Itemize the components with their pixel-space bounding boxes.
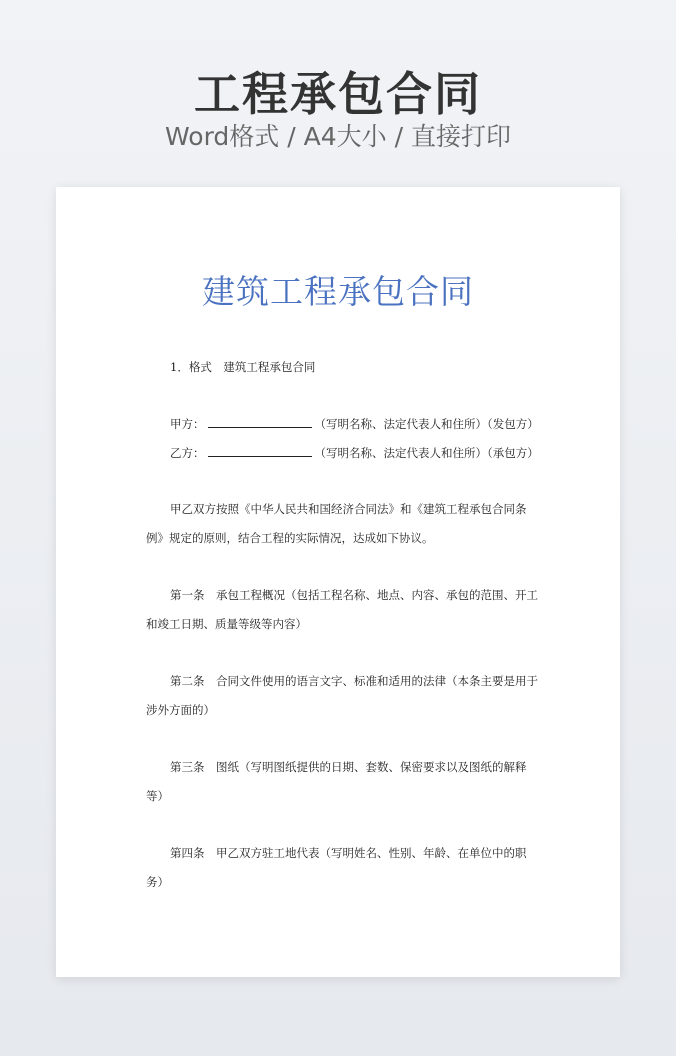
document-title: 建筑工程承包合同: [202, 272, 474, 311]
intro-line-2: 例》规定的原则，结合工程的实际情况，达成如下协议。: [146, 531, 434, 545]
article-3-line-2: 等）: [146, 789, 169, 803]
party-b-hint: （写明名称、法定代表人和住所）（承包方）: [314, 446, 539, 460]
party-a-hint: （写明名称、法定代表人和住所）（发包方）: [314, 417, 539, 431]
party-b-label: 乙方：: [170, 446, 205, 460]
party-a-line: [170, 415, 539, 432]
article-4-line-1: 第四条 甲乙双方驻工地代表（写明姓名、性别、年龄、在单位中的职: [170, 846, 527, 860]
party-b-blank: [208, 444, 312, 457]
banner-subtitle: Word格式 / A4大小 / 直接打印: [165, 122, 511, 151]
article-3-line-1: 第三条 图纸（写明图纸提供的日期、套数、保密要求以及图纸的解释: [170, 760, 527, 774]
article-2-line-2: 涉外方面的）: [146, 703, 215, 717]
format-line: 1．格式 建筑工程承包合同: [170, 360, 316, 374]
article-1-line-2: 和竣工日期、质量等级等内容）: [146, 617, 307, 631]
article-2-line-1: 第二条 合同文件使用的语言文字、标准和适用的法律（本条主要是用于: [170, 674, 538, 688]
party-b-line: [170, 444, 539, 461]
banner-title: 工程承包合同: [194, 67, 482, 121]
party-a-blank: [208, 415, 312, 428]
article-1-line-1: 第一条 承包工程概况（包括工程名称、地点、内容、承包的范围、开工: [170, 588, 538, 602]
party-a-label: 甲方：: [170, 417, 205, 431]
intro-line-1: 甲乙双方按照《中华人民共和国经济合同法》和《建筑工程承包合同条: [170, 502, 527, 516]
article-4-line-2: 务）: [146, 875, 169, 889]
document-page: [56, 187, 620, 977]
